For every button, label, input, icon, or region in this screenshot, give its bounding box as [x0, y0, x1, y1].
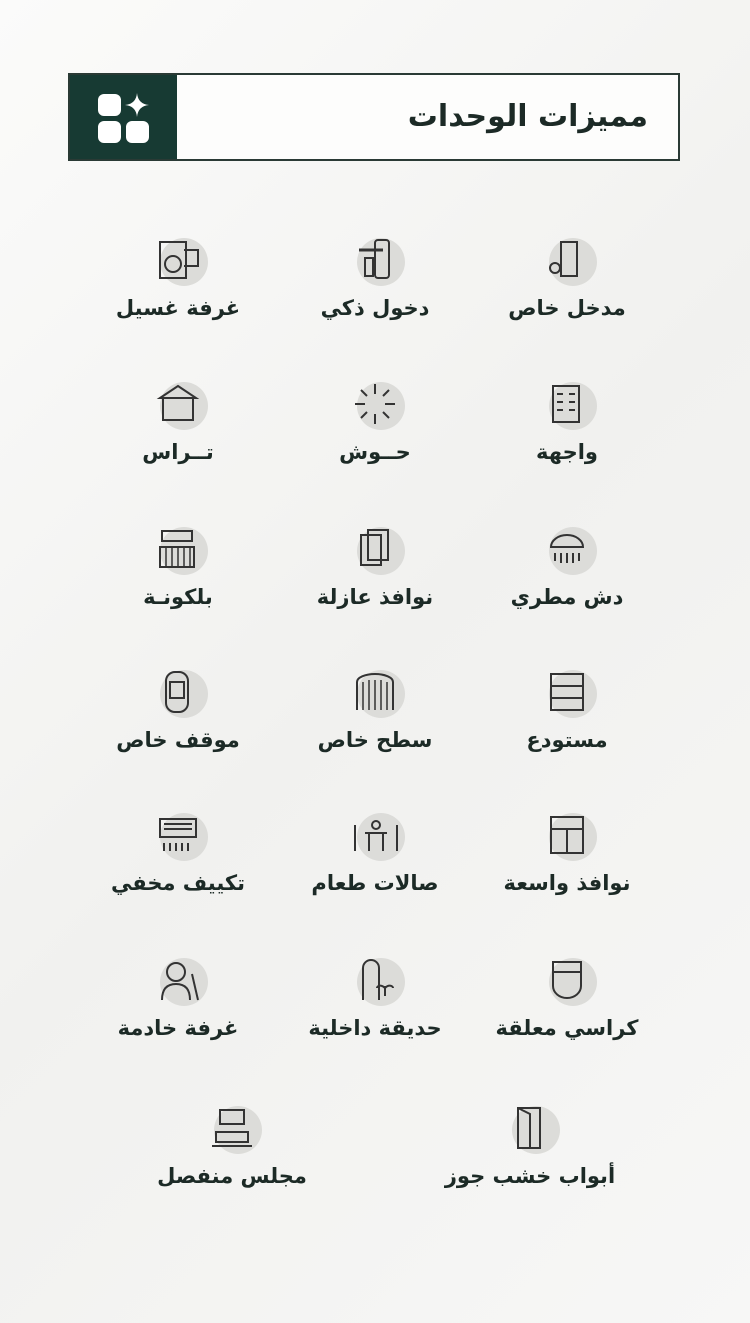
feature-label: سطح خاص	[317, 728, 433, 752]
page-title: مميزات الوحدات	[407, 99, 648, 134]
feature-item	[68, 956, 288, 1040]
feature-item	[457, 668, 677, 752]
feature-item	[68, 525, 288, 609]
feature-label: تــراس	[142, 440, 214, 464]
storage-icon	[535, 668, 599, 720]
feature-item	[265, 525, 485, 609]
indoor-garden-icon	[343, 956, 407, 1008]
wall-hung-toilet-icon	[535, 956, 599, 1008]
feature-item	[265, 811, 485, 895]
grid-sparkle-icon	[70, 75, 177, 159]
feature-item	[457, 380, 677, 464]
feature-label: غرفة غسيل	[115, 296, 241, 320]
feature-label: حديقة داخلية	[308, 1016, 442, 1040]
dining-icon	[343, 811, 407, 863]
feature-label: أبواب خشب جوز	[444, 1164, 616, 1188]
yard-icon	[343, 380, 407, 432]
feature-item	[265, 380, 485, 464]
feature-label: كراسي معلقة	[495, 1016, 639, 1040]
feature-label: دش مطري	[510, 585, 624, 609]
private-roof-icon	[343, 668, 407, 720]
feature-label: نوافذ واسعة	[503, 871, 631, 895]
feature-item	[68, 380, 288, 464]
balcony-icon	[146, 525, 210, 577]
laundry-icon	[146, 236, 210, 288]
feature-label: مجلس منفصل	[157, 1164, 307, 1188]
feature-item	[265, 956, 485, 1040]
feature-item	[122, 1104, 342, 1188]
feature-item	[68, 668, 288, 752]
feature-label: مدخل خاص	[508, 296, 626, 320]
facade-icon	[535, 380, 599, 432]
feature-item	[420, 1104, 640, 1188]
rain-shower-icon	[535, 525, 599, 577]
private-entrance-icon	[535, 236, 599, 288]
feature-label: موقف خاص	[116, 728, 240, 752]
wide-windows-icon	[535, 811, 599, 863]
feature-item	[457, 811, 677, 895]
insulated-windows-icon	[343, 525, 407, 577]
feature-label: تكييف مخفي	[110, 871, 246, 895]
feature-label: واجهة	[536, 440, 598, 464]
smart-lock-icon	[343, 236, 407, 288]
feature-item	[457, 525, 677, 609]
feature-item	[68, 811, 288, 895]
feature-label: حــوش	[339, 440, 411, 464]
maid-room-icon	[146, 956, 210, 1008]
terrace-icon	[146, 380, 210, 432]
hidden-ac-icon	[146, 811, 210, 863]
section-header	[68, 73, 680, 161]
feature-label: مستودع	[526, 728, 608, 752]
parking-icon	[146, 668, 210, 720]
majlis-icon	[200, 1104, 264, 1156]
walnut-door-icon	[498, 1104, 562, 1156]
feature-item	[265, 668, 485, 752]
feature-label: صالات طعام	[311, 871, 439, 895]
feature-label: بلكونـة	[143, 585, 213, 609]
feature-item	[457, 236, 677, 320]
feature-label: دخول ذكي	[320, 296, 430, 320]
feature-item	[68, 236, 288, 320]
feature-item	[457, 956, 677, 1040]
feature-label: غرفة خادمة	[117, 1016, 239, 1040]
feature-item	[265, 236, 485, 320]
feature-label: نوافذ عازلة	[316, 585, 434, 609]
